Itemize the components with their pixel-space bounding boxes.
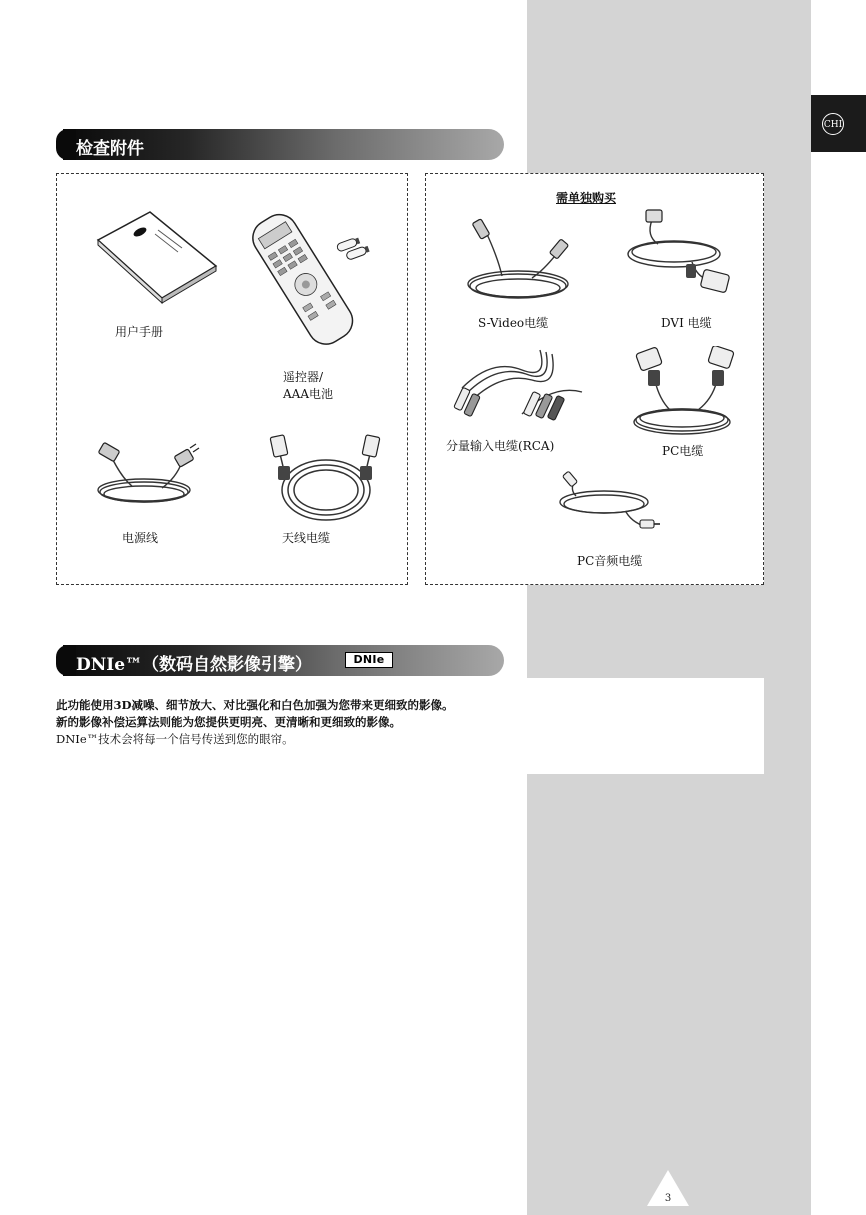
caption-antenna-cable: 天线电缆 <box>282 531 331 545</box>
caption-remote-line2: AAA电池 <box>283 387 333 401</box>
caption-svideo-cable: S-Video电缆 <box>478 316 549 330</box>
power-cord-image <box>92 438 204 518</box>
caption-pc-cable: PC电缆 <box>662 444 704 458</box>
caption-remote-line1: 遥控器/ <box>283 370 324 384</box>
svideo-cable-image <box>462 214 576 306</box>
page-number: 3 <box>664 1193 672 1204</box>
pc-audio-cable-image <box>552 470 662 540</box>
section-title-dnie: DNIe™（数码自然影像引擎） <box>76 655 313 675</box>
caption-pc-audio-cable: PC音频电缆 <box>577 554 643 568</box>
user-manual-image <box>92 206 222 306</box>
dnie-description-line-3: DNIe™技术会将每一个信号传送到您的眼帘。 <box>56 732 294 746</box>
caption-power-cord: 电源线 <box>122 531 159 545</box>
language-badge: CHI <box>822 113 844 135</box>
dnie-logo: DNIe <box>345 652 393 668</box>
dnie-description-line-2: 新的影像补偿运算法则能为您提供更明亮、更清晰和更细致的影像。 <box>56 715 401 729</box>
antenna-cable-image <box>266 430 384 526</box>
caption-dvi-cable: DVI 电缆 <box>661 316 712 330</box>
caption-component-cable: 分量输入电缆(RCA) <box>446 439 555 453</box>
optional-heading: 需单独购买 <box>556 191 617 205</box>
dvi-cable-image <box>622 208 734 304</box>
section-title-accessories: 检查附件 <box>76 139 144 159</box>
caption-user-manual: 用户手册 <box>115 325 164 339</box>
pc-cable-image <box>628 346 740 440</box>
dnie-description-line-1: 此功能使用3D减噪、细节放大、对比强化和白色加强为您带来更细致的影像。 <box>56 698 454 712</box>
remote-control-image <box>233 203 385 353</box>
component-cable-image <box>452 344 592 428</box>
